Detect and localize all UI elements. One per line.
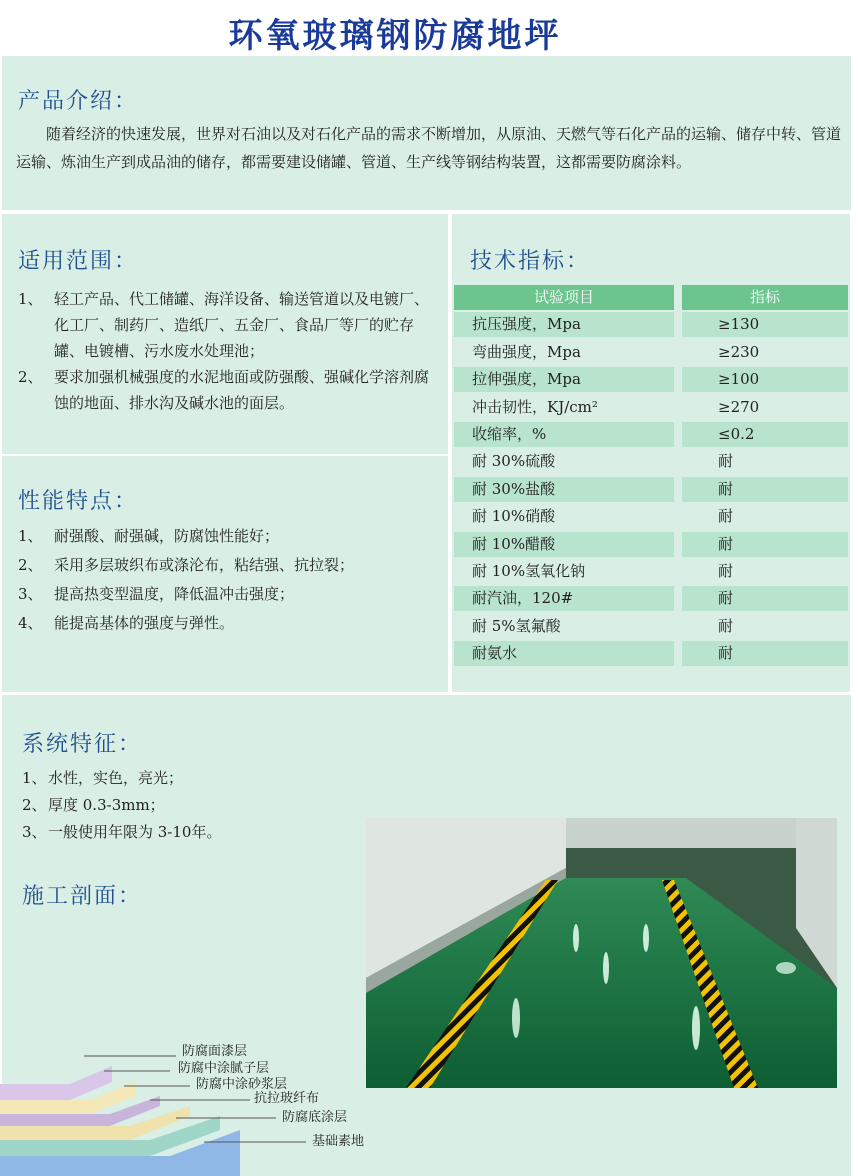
layer-label-primer: 防腐底涂层 (282, 1110, 348, 1125)
cell-value: 耐 (718, 452, 734, 471)
list-text: 采用多层玻织布或涤沦布，粘结强、抗拉裂； (54, 556, 355, 574)
page-title: 环氧玻璃钢防腐地坪 (228, 16, 562, 56)
cell-item: 耐汽油，120# (454, 586, 674, 611)
cell-value: 耐 (718, 616, 734, 635)
table-row (454, 558, 850, 585)
list-text: 水性，实色，亮光； (48, 769, 184, 787)
scope-list (18, 286, 438, 416)
table-row (454, 311, 850, 338)
table-row (454, 613, 850, 640)
column-header-value: 指标 (682, 285, 848, 310)
spec-table (454, 284, 850, 667)
list-number: 1、 (22, 769, 47, 787)
cell-item: 耐 10%氢氧化钠 (472, 561, 586, 580)
table-row (454, 531, 850, 558)
title-bar (0, 0, 858, 56)
list-text: 能提高基体的强度与弹性。 (54, 614, 235, 632)
cell-value: ≤0.2 (682, 422, 848, 447)
table-row (454, 585, 850, 612)
table-row (454, 421, 850, 448)
cell-value: 耐 (682, 641, 848, 666)
list-text: 要求加强机械强度的水泥地面或防强酸、强碱化学溶剂腐蚀的地面、排水沟及碱水池的面层。 (54, 368, 430, 412)
list-item (18, 580, 438, 609)
cell-item: 弯曲强度，Mpa (472, 342, 581, 361)
list-item (18, 609, 438, 638)
performance-heading: 性能特点： (18, 489, 139, 514)
cell-item: 耐 5%氢氟酸 (472, 616, 561, 635)
list-item (18, 551, 438, 580)
cell-value: ≥230 (718, 342, 760, 361)
layer-label-mortar: 防腐中涂砂浆层 (196, 1077, 288, 1092)
list-number: 3、 (22, 823, 47, 841)
tech-panel (452, 214, 850, 692)
table-row (454, 394, 850, 421)
list-item (18, 364, 438, 416)
cell-item: 耐 30%硫酸 (472, 452, 556, 471)
list-item (18, 522, 438, 551)
table-row (454, 476, 850, 503)
list-text: 一般使用年限为 3-10年。 (48, 823, 222, 841)
cell-value: ≥100 (682, 367, 848, 392)
system-list (22, 765, 352, 846)
cell-value: 耐 (682, 532, 848, 557)
cell-item: 耐氨水 (454, 641, 674, 666)
cell-item: 收缩率，% (454, 422, 674, 447)
list-number: 3、 (18, 585, 43, 603)
cell-item: 抗压强度，Mpa (454, 312, 674, 337)
scope-panel (2, 214, 448, 454)
layer-label-topcoat: 防腐面漆层 (182, 1044, 248, 1059)
list-item (22, 765, 352, 792)
section-heading: 施工剖面： (22, 884, 143, 909)
table-row (454, 640, 850, 667)
cell-value: ≥130 (682, 312, 848, 337)
floor-photo-illustration (366, 818, 837, 1088)
list-number: 2、 (18, 556, 43, 574)
list-item (22, 792, 352, 819)
list-number: 2、 (22, 796, 47, 814)
tech-heading: 技术指标： (470, 249, 591, 274)
list-number: 1、 (18, 527, 43, 545)
cell-value: ≥270 (718, 397, 760, 416)
intro-heading: 产品介绍： (18, 89, 139, 114)
table-row (454, 366, 850, 393)
table-row (454, 448, 850, 475)
table-row (454, 339, 850, 366)
system-heading: 系统特征： (22, 732, 143, 757)
layer-label-putty: 防腐中涂腻子层 (178, 1061, 270, 1076)
layer-label-fiberglass: 抗拉玻纤布 (254, 1091, 320, 1106)
list-number: 4、 (18, 614, 43, 632)
cell-value: 耐 (682, 477, 848, 502)
list-text: 厚度 0.3-3mm； (48, 796, 165, 814)
list-number: 1、 (18, 290, 43, 308)
list-number: 2、 (18, 368, 43, 386)
cell-value: 耐 (682, 586, 848, 611)
cell-value: 耐 (718, 507, 734, 526)
performance-panel (2, 456, 448, 692)
list-text: 耐强酸、耐强碱，防腐蚀性能好； (54, 527, 280, 545)
scope-heading: 适用范围： (18, 249, 139, 274)
cell-value: 耐 (718, 561, 734, 580)
intro-panel (2, 56, 851, 210)
list-item (18, 286, 438, 364)
column-header-item: 试验项目 (454, 285, 674, 310)
cell-item: 耐 10%硝酸 (472, 507, 556, 526)
table-row (454, 503, 850, 530)
cell-item: 拉伸强度，Mpa (454, 367, 674, 392)
list-text: 提高热变型温度，降低温冲击强度； (54, 585, 295, 603)
cell-item: 耐 10%醋酸 (454, 532, 674, 557)
floor-photo (366, 818, 837, 1088)
intro-text: 随着经济的快速发展，世界对石油以及对石化产品的需求不断增加，从原油、天燃气等石化产品的运输、储存中转、管道运输、炼油生产到成品油的储存，都需要建设储罐、管道、生产线等钢结构装置，这都需要防腐涂料。 (16, 125, 842, 171)
layer-diagram (0, 1030, 420, 1176)
performance-list (18, 522, 438, 638)
list-item (22, 819, 352, 846)
cell-item: 耐 30%盐酸 (454, 477, 674, 502)
layer-label-substrate: 基础素地 (312, 1134, 365, 1149)
table-header-row (454, 284, 850, 311)
list-text: 轻工产品、代工储罐、海洋设备、输送管道以及电镀厂、化工厂、制药厂、造纸厂、五金厂、食品厂等厂的贮存罐、电镀槽、污水废水处理池； (54, 290, 430, 360)
cell-item: 冲击韧性，KJ/cm² (472, 397, 598, 416)
